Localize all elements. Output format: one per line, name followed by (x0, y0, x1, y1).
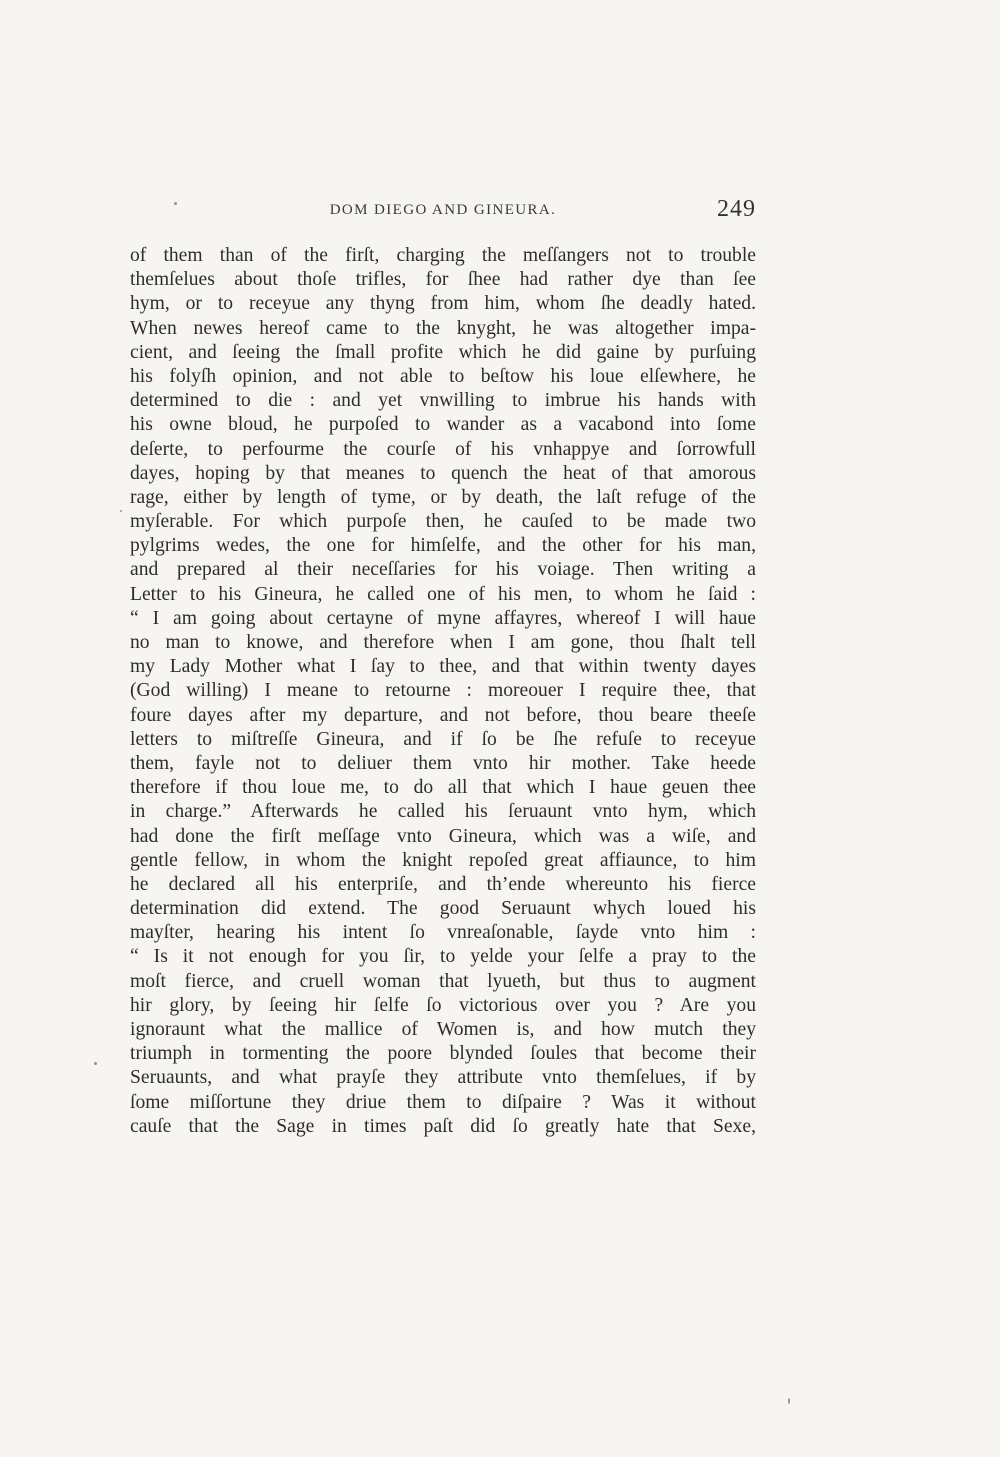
text-line: in charge.” Afterwards he called his ſeruaunt vnto hym, which (130, 801, 756, 823)
text-line: determination did extend. The good Seruaunt whych loued his (130, 898, 756, 920)
text-line: had done the firſt meſſage vnto Gineura, which was a wiſe, and (130, 825, 756, 847)
text-line: dayes, hoping by that meanes to quench the heat of that amorous (130, 462, 756, 484)
running-head (130, 196, 756, 230)
text-line: hym, or to receyue any thyng from him, whom ſhe deadly hated. (130, 293, 756, 315)
paper-speck (120, 510, 122, 512)
text-line: Letter to his Gineura, he called one of his men, to whom he ſaid : (130, 583, 756, 605)
text-line: pylgrims wedes, the one for himſelfe, and the other for his man, (130, 535, 756, 557)
running-title: DOM DIEGO AND GINEURA. (329, 202, 557, 218)
text-line: them, fayle not to deliuer them vnto hir mother. Take heede (130, 752, 756, 774)
text-line: foure dayes after my departure, and not before, thou beare theeſe (130, 704, 756, 726)
text-line: gentle fellow, in whom the knight repoſed great affiaunce, to him (130, 849, 756, 871)
text-line: mayſter, hearing his intent ſo vnreaſonable, ſayde vnto him : (130, 922, 756, 944)
text-line: and prepared al their neceſſaries for his voiage. Then writing a (130, 559, 756, 581)
paper-speck (788, 1398, 790, 1404)
text-line: triumph in tormenting the poore blynded ſoules that become their (130, 1043, 756, 1065)
paper-speck (94, 1062, 97, 1065)
text-line: themſelues about thoſe trifles, for ſhee had rather dye than ſee (130, 269, 756, 291)
text-line: no man to knowe, and therefore when I am gone, thou ſhalt tell (130, 632, 756, 653)
text-line: rage, either by length of tyme, or by death, the laſt refuge of the (130, 486, 756, 508)
text-line: cient, and ſeeing the ſmall profite which he did gaine by purſuing (130, 341, 756, 363)
text-line: therefore if thou loue me, to do all that which I haue geuen thee (130, 777, 756, 799)
text-line: determined to die : and yet vnwilling to imbrue his hands with (130, 390, 756, 412)
text-line: ignoraunt what the mallice of Women is, and how mutch they (130, 1019, 756, 1040)
text-line: “ I am going about certayne of myne affayres, whereof I will haue (130, 607, 756, 629)
text-line: myſerable. For which purpoſe then, he cauſed to be made two (130, 511, 756, 533)
text-line: his owne bloud, he purpoſed to wander as a vacabond into ſome (130, 414, 756, 436)
text-line: ſome miſſortune they driue them to diſpaire ? Was it without (130, 1091, 756, 1113)
text-line: his folyſh opinion, and not able to beſtow his loue elſewhere, he (130, 365, 756, 387)
text-line: moſt fierce, and cruell woman that lyueth, but thus to augment (130, 970, 756, 992)
text-line: my Lady Mother what I ſay to thee, and that within twenty dayes (130, 656, 756, 678)
text-line: he declared all his enterpriſe, and th’ende whereunto his fierce (130, 873, 756, 895)
text-line: cauſe that the Sage in times paſt did ſo greatly hate that Sexe, (130, 1115, 756, 1137)
text-line: of them than of the firſt, charging the meſſangers not to trouble (130, 245, 756, 266)
text-line: deſerte, to perfourme the courſe of his vnhappye and ſorrowfull (130, 438, 756, 460)
text-line: hir glory, by ſeeing hir ſelfe ſo victorious over you ? Are you (130, 994, 756, 1016)
page-number: 249 (717, 196, 756, 222)
text-line: (God willing) I meane to retourne : moreouer I require thee, that (130, 680, 756, 702)
text-line: “ Is it not enough for you ſir, to yelde your ſelfe a pray to the (130, 946, 756, 968)
text-line: When newes hereof came to the knyght, he was altogether impa- (130, 317, 756, 339)
text-line: letters to miſtreſſe Gineura, and if ſo be ſhe refuſe to receyue (130, 728, 756, 750)
body-text (130, 244, 756, 1139)
text-line: Seruaunts, and what prayſe they attribute vnto themſelues, if by (130, 1067, 756, 1089)
